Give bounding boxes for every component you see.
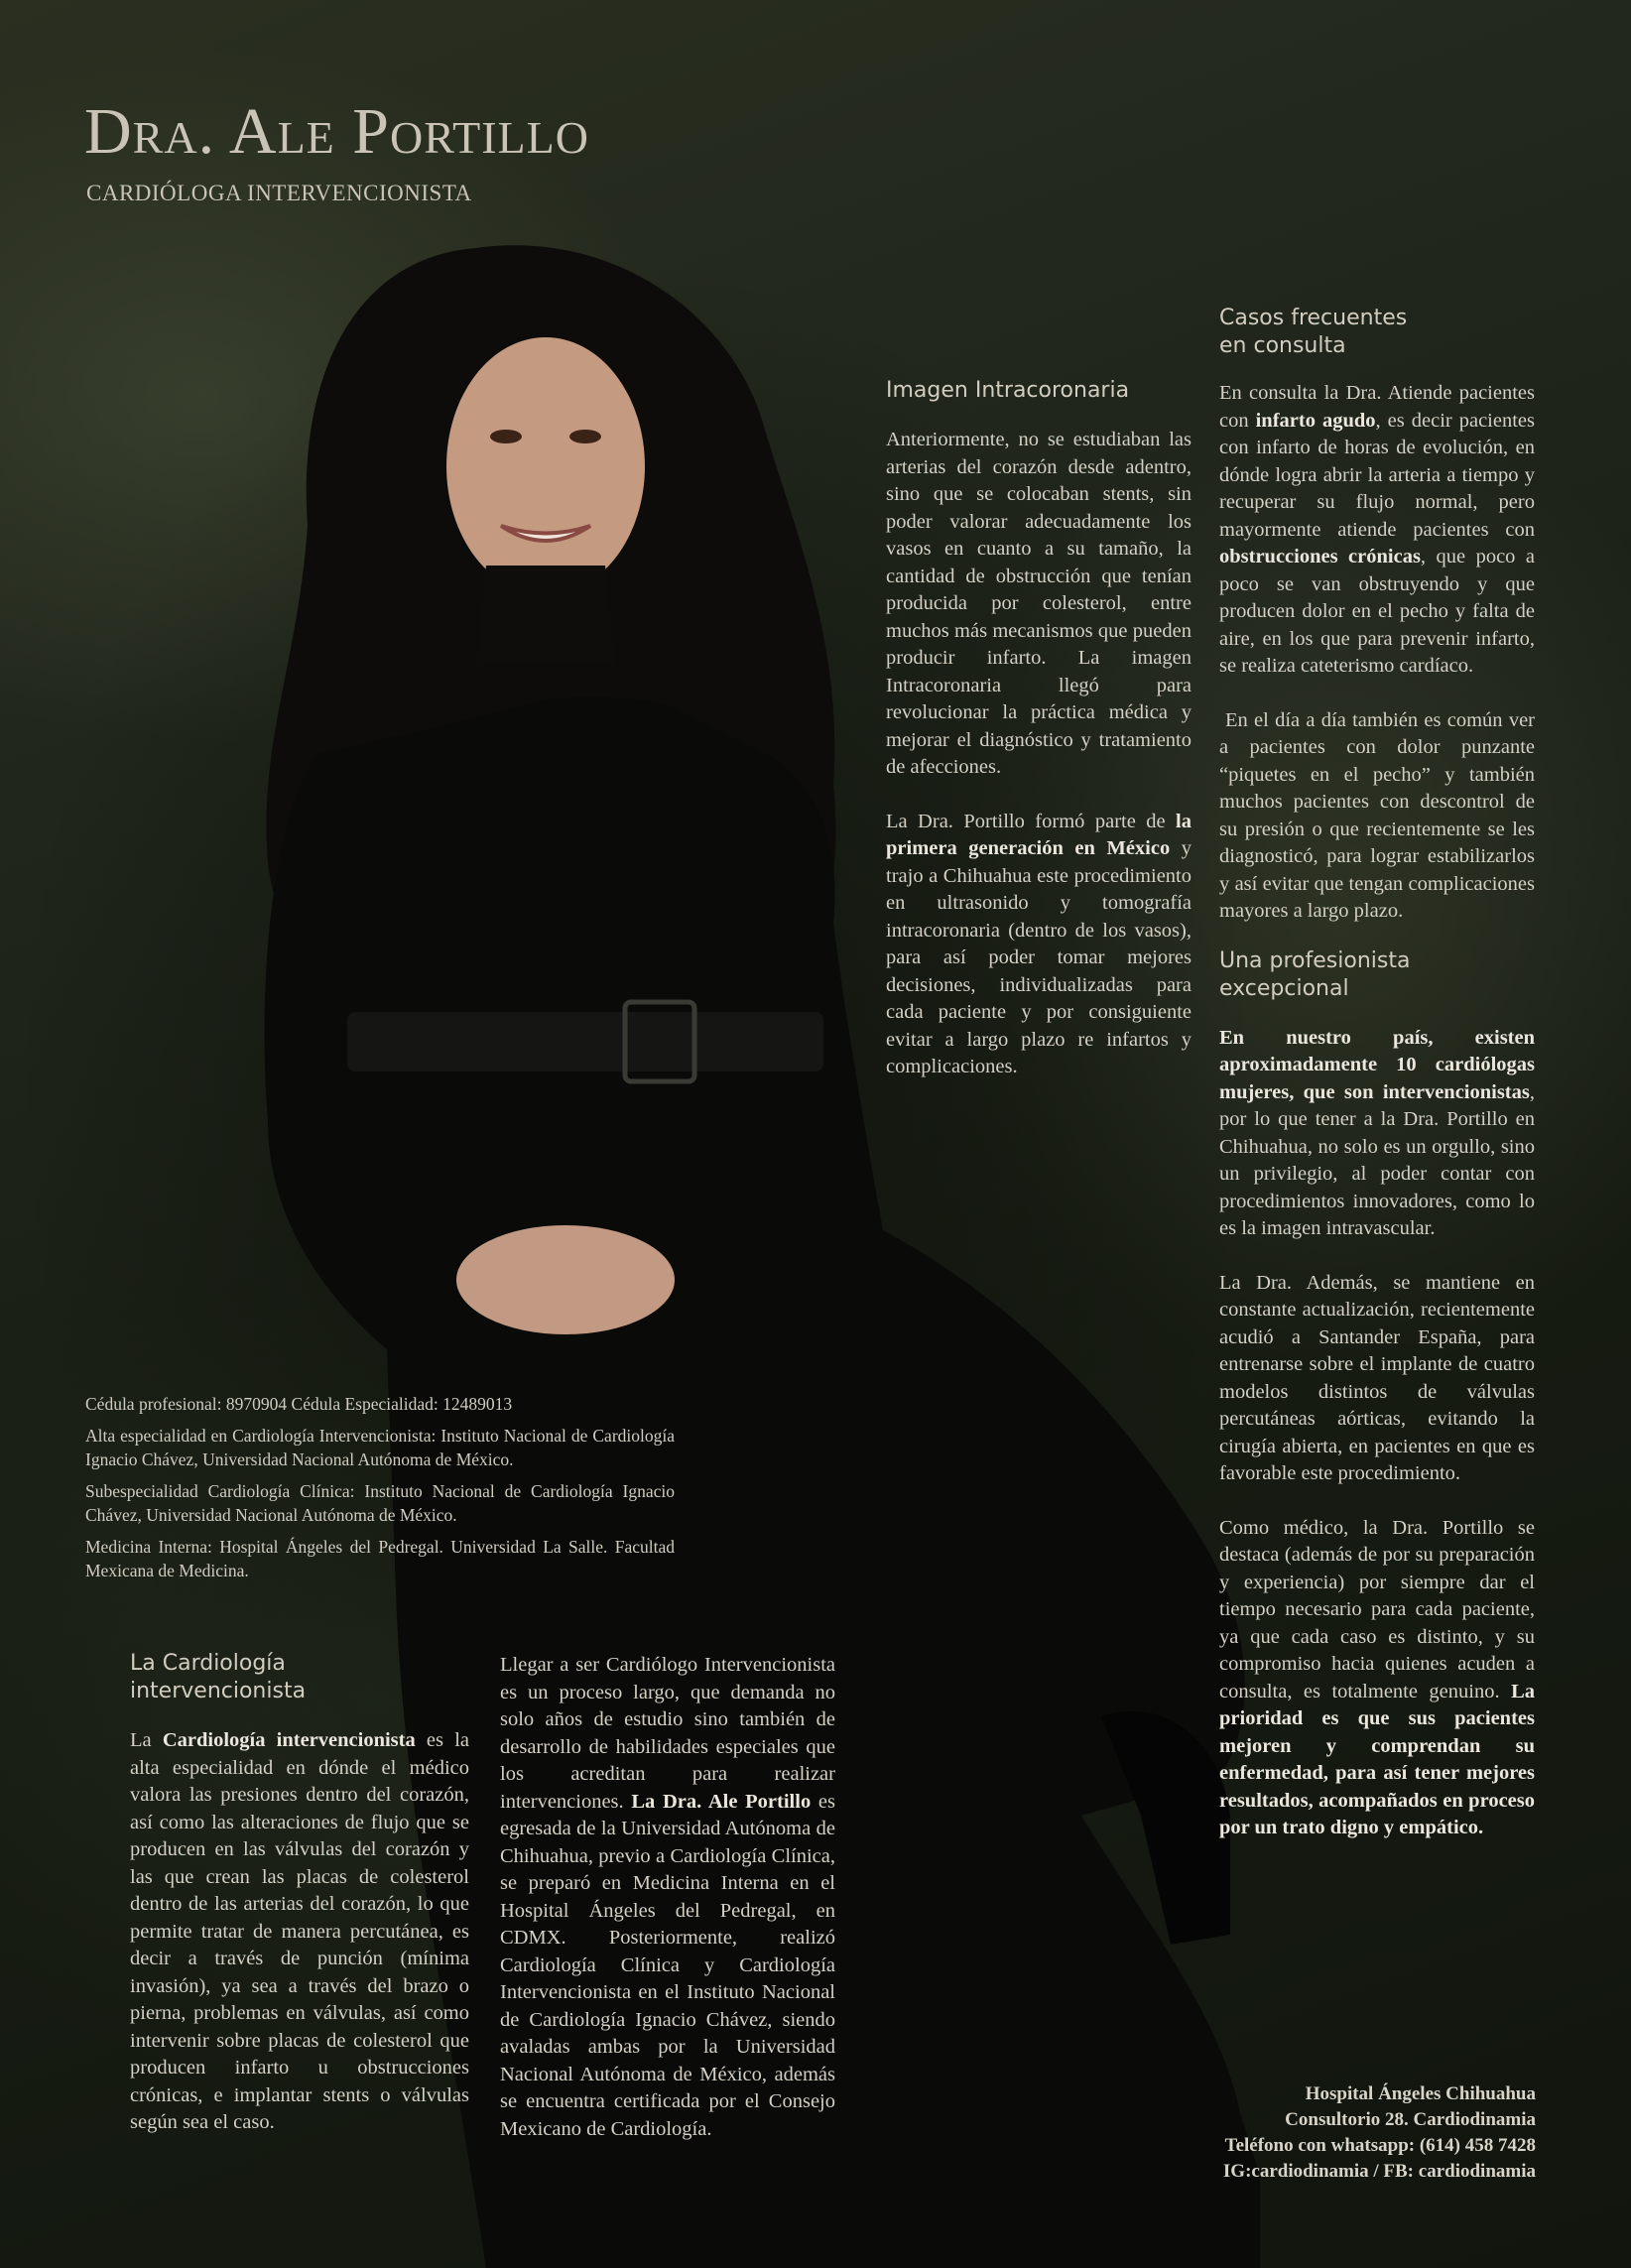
bold-text: obstrucciones crónicas	[1219, 546, 1421, 567]
imagen-paragraph-2	[886, 809, 1192, 1081]
cardiologia-heading	[130, 1650, 469, 1705]
trayectoria-paragraph	[500, 1652, 835, 2143]
eye-shape	[490, 430, 522, 443]
face-shape	[446, 337, 645, 595]
bold-text: La Dra. Ale Portillo	[631, 1790, 812, 1813]
text-run: , que poco a poco se van obstruyendo y que producen dolor en el pecho y falta de aire, en los que para prevenir infarto, se realiza cateterismo cardíaco.	[1219, 546, 1535, 677]
office-number: Consultorio 28. Cardiodinamia	[1285, 2109, 1536, 2130]
casos-paragraph-2: En el día a día también es común ver a pacientes con dolor punzante “piquetes en el pecho” y también muchos pacientes con descontrol de su presión o que recientemente se les diagnosticó, para lograr estabilizarlos y así evitar que tengan complicaciones mayores a largo plazo.	[1219, 708, 1535, 922]
doctor-name-title: Dra. Ale Portillo	[84, 95, 589, 168]
text-run: es la alta especialidad en dónde el médico valora las presiones dentro del corazón, así como las alteraciones de flujo que se producen en las válvulas del corazón y las que crean las placas de colesterol dentro de las arterias del corazón, lo que permite tratar de manera percutánea, es decir a través de punción (mínima invasión), ya sea a través del brazo o pierna, problemas en válvulas, así como intervenir sobre placas de colesterol que producen infarto u obstrucciones crónicas, e implantar stents o válvulas según sea el caso.	[130, 1729, 469, 2133]
text-run: En consulta la Dra. Atiende pacientes con	[1219, 382, 1535, 432]
bold-text: En nuestro país, existen aproximadamente 10 cardiólogas mujeres, que son intervencionistas	[1219, 1026, 1535, 1103]
credential-line: Cédula profesional: 8970904 Cédula Especialidad: 12489013	[85, 1394, 513, 1414]
bold-text: La prioridad es que sus pacientes mejoren y comprendan su enfermedad, para así tener mejores resultados, acompañados en proceso por un trato digno y empático.	[1219, 1680, 1535, 1838]
text-run: La Dra. Portillo formó parte de	[886, 810, 1177, 832]
bold-text: Cardiología intervencionista	[162, 1729, 416, 1751]
imagen-section	[886, 377, 1192, 1081]
casos-paragraph-1	[1219, 380, 1535, 681]
contact-block	[1223, 2081, 1536, 2185]
heading-line: La Cardiología	[130, 1651, 286, 1676]
text-run: es egresada de la Universidad Autónoma de Chihuahua, previo a Cardiología Clínica, se preparó en Medicina Interna en el Hospital Ángeles del Pedregal, en CDMX. Posteriormente, realizó Cardiología Clínica y Cardiología Intervencionista en el Instituto Nacional de Cardiología Ignacio Chávez, siendo avaladas ambas por la Universidad Nacional Autónoma de México, además se encuentra certificada por el Consejo Mexicano de Cardiología.	[500, 1790, 835, 2140]
neck-shape	[476, 566, 615, 665]
hospital-name: Hospital Ángeles Chihuahua	[1305, 2083, 1536, 2104]
profesionista-paragraph-2: La Dra. Además, se mantiene en constante actualización, recientemente acudió a Santander España, para entrenarse sobre el implante de cuatro modelos distintos de válvulas percutáneas aórticas, evitando la cirugía abierta, en pacientes en que es favorable este procedimiento.	[1219, 1271, 1535, 1484]
heading-line: Una profesionista	[1219, 947, 1411, 973]
casos-section	[1219, 305, 1535, 1842]
text-run: y trajo a Chihuahua este procedimiento en ultrasonido y tomografía intracoronaria (dentro de los vasos), para así poder tomar mejores decisiones, individualizadas para cada paciente y por consiguiente evitar a largo plazo re infartos y complicaciones.	[886, 837, 1192, 1077]
imagen-paragraph-1: Anteriormente, no se estudiaban las arterias del corazón desde adentro, sino que se colocaban stents, sin poder valorar adecuadamente los vasos en cuanto a su tamaño, la cantidad de obstrucción que tenían producida por colesterol, entre muchos más mecanismos que pueden producir infarto. La imagen Intracoronaria llegó para revolucionar la práctica médica y mejorar el diagnóstico y tratamiento de afecciones.	[886, 429, 1192, 778]
text-run: , es decir pacientes con infarto de horas de evolución, en dónde logra abrir la arteria a tiempo y recuperar su flujo normal, pero mayormente atiende pacientes con	[1219, 409, 1535, 541]
credential-line: Subespecialidad Cardiología Clínica: Instituto Nacional de Cardiología Ignacio Chávez, Universidad Nacional Autónoma de México.	[85, 1481, 675, 1525]
credential-line: Medicina Interna: Hospital Ángeles del Pedregal. Universidad La Salle. Facultad Mexicana de Medicina.	[85, 1537, 675, 1580]
phone-number: Teléfono con whatsapp: (614) 458 7428	[1224, 2135, 1536, 2156]
social-handles: IG:cardiodinamia / FB: cardiodinamia	[1222, 2161, 1536, 2182]
text-run: Llegar a ser Cardiólogo Intervencionista es un proceso largo, que demanda no solo años de estudio sino también de desarrollo de habilidades especiales que los acreditan para realizar intervenciones.	[500, 1654, 835, 1813]
text-run: La	[130, 1729, 163, 1751]
specialty-subtitle: CARDIÓLOGA INTERVENCIONISTA	[86, 181, 472, 205]
casos-heading	[1219, 305, 1535, 360]
cardiologia-section	[130, 1650, 469, 2137]
bold-text: infarto agudo	[1255, 409, 1376, 432]
credential-line: Alta especialidad en Cardiología Intervencionista: Instituto Nacional de Cardiología Ignacio Chávez, Universidad Nacional Autónoma de México.	[85, 1426, 675, 1469]
belt-shape	[347, 1012, 823, 1071]
profesionista-paragraph-1	[1219, 1025, 1535, 1243]
hands-shape	[456, 1225, 675, 1334]
profesionista-paragraph-3	[1219, 1515, 1535, 1842]
text-run: , por lo que tener a la Dra. Portillo en Chihuahua, no solo es un orgullo, sino un privilegio, al poder contar con procedimientos innovadores, como lo es la imagen intravascular.	[1219, 1080, 1535, 1239]
heading-line: intervencionista	[130, 1679, 307, 1703]
bold-text: la primera generación en México	[886, 810, 1192, 859]
text-run: Como médico, la Dra. Portillo se destaca (además de por su preparación y experiencia) por siempre dar el tiempo necesario para cada paciente, ya que cada caso es distinto, y su compromiso hacia quienes acuden a consulta, es totalmente genuino.	[1219, 1516, 1535, 1702]
trayectoria-section	[500, 1652, 835, 2143]
imagen-heading: Imagen Intracoronaria	[886, 378, 1130, 403]
cardiologia-paragraph	[130, 1727, 469, 2137]
heading-line: en consulta	[1219, 333, 1346, 358]
heading-line: excepcional	[1219, 975, 1349, 1001]
profesionista-heading	[1219, 947, 1535, 1003]
heading-line: Casos frecuentes	[1219, 306, 1408, 330]
eye-shape	[569, 430, 601, 443]
credentials-block	[85, 1392, 675, 1590]
